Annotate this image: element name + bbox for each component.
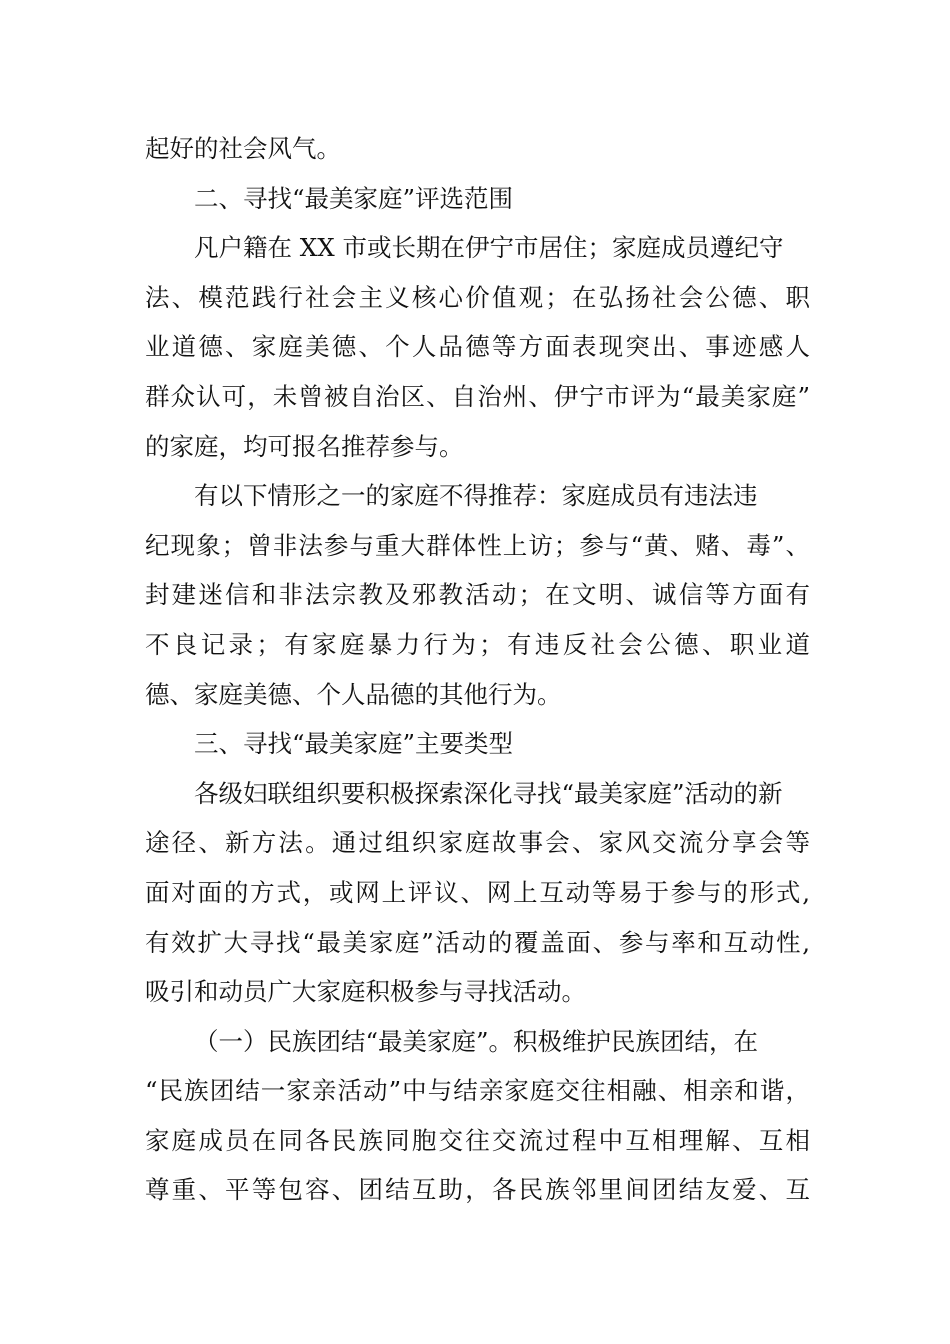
text-line: 有以下情形之一的家庭不得推荐：家庭成员有违法违 <box>194 481 758 511</box>
text-line: 起好的社会风气。 <box>145 134 341 163</box>
text-line: 各级妇联组织要积极探索深化寻找“最美家庭”活动的新 <box>194 778 783 808</box>
text-line: 尊重、平等包容、团结互助，各民族邻里间团结友爱、互 <box>145 1175 810 1205</box>
text-line: 面对面的方式，或网上评议、网上互动等易于参与的形式, <box>145 877 810 907</box>
text-line: 不良记录；有家庭暴力行为；有违反社会公德、职业道 <box>145 629 810 659</box>
text-line: 纪现象；曾非法参与重大群体性上访；参与“黄、赌、毒”、 <box>145 530 810 560</box>
text-line: 吸引和动员广大家庭积极参与寻找活动。 <box>145 977 586 1007</box>
text-line: 途径、新方法。通过组织家庭故事会、家风交流分享会等 <box>145 828 810 858</box>
text-line: 家庭成员在同各民族同胞交往交流过程中互相理解、互相 <box>145 1125 810 1155</box>
text-line: 凡户籍在 XX 市或长期在伊宁市居住；家庭成员遵纪守 <box>194 233 784 263</box>
text-line: 业道德、家庭美德、个人品德等方面表现突出、事迹感人 <box>145 332 810 362</box>
section-heading-scope: 二、寻找“最美家庭”评选范围 <box>194 183 514 213</box>
text-line: 法、模范践行社会主义核心价值观；在弘扬社会公德、职 <box>145 282 810 312</box>
text-line: 的家庭，均可报名推荐参与。 <box>145 431 464 461</box>
text-line: 有效扩大寻找“最美家庭”活动的覆盖面、参与率和互动性, <box>145 927 810 957</box>
text-line: 封建迷信和非法宗教及邪教活动；在文明、诚信等方面有 <box>145 580 810 610</box>
document-body <box>145 124 810 1215</box>
section-heading-types: 三、寻找“最美家庭”主要类型 <box>194 729 514 759</box>
text-line: 群众认可，未曾被自治区、自治州、伊宁市评为“最美家庭” <box>145 381 810 411</box>
text-line: 德、家庭美德、个人品德的其他行为。 <box>145 679 562 709</box>
text-line: “民族团结一家亲活动”中与结亲家庭交往相融、相亲和谐， <box>145 1076 810 1106</box>
text-line: （一）民族团结“最美家庭”。积极维护民族团结，在 <box>194 1026 759 1056</box>
